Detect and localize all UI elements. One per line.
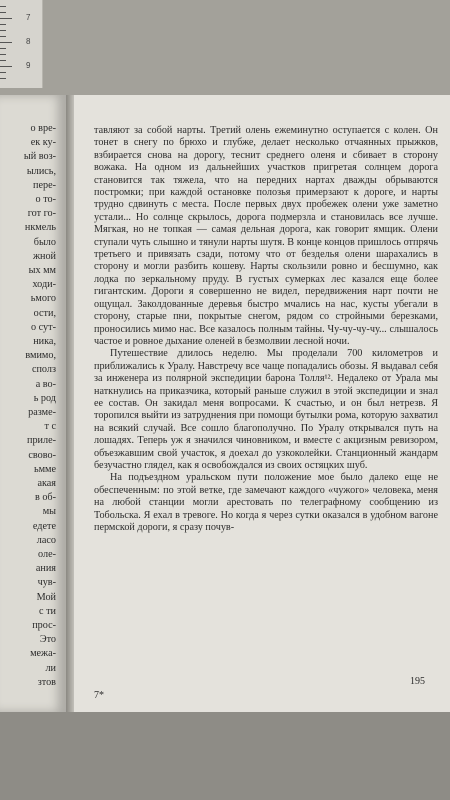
left-page-fragment: ли [45, 662, 56, 674]
left-page-fragment: акая [37, 478, 56, 489]
signature-mark: 7* [94, 690, 104, 701]
left-page-fragment: о то- [35, 194, 56, 205]
left-page-fragment: прос- [32, 620, 56, 631]
left-page-fragment: пере- [33, 179, 56, 191]
left-page-fragment: ходи- [32, 279, 56, 291]
left-page-fragment: зтов [37, 676, 56, 688]
left-page-fragment: приле- [27, 435, 56, 447]
left-page-fragment: жной [32, 250, 56, 262]
left-page-fragment: ания [35, 563, 56, 575]
page-number: 195 [410, 676, 425, 687]
paragraph: Путешествие длилось неделю. Мы проделали 700 километров и приближались к Уралу. Навстречу все чаще попадались обозы. Я выдавал себя за инженера из полярной экспедиции барона Толля¹². Недалеко от Урала мы наткнулись на приказчика, который раньше служил в этой экспедиции и знал ее состав. Он закидал меня вопросами. К счастью, и он был нетрезв. Я торопился выйти из затруднения при помощи бутылки рома, которую захватил на всякий случай. Все сошло благополучно. По Уралу открывался путь на лошадях. Теперь уж я значился чиновником, и вместе с акцизным ревизором, объезжавшим свой участок, я доехал до узкоколейки. Станционный жандарм безучастно глядел, как я освобождался из своих остяцких шуб. [94, 348, 438, 471]
left-page-fragment: едете [32, 520, 56, 532]
left-page-fragment: ьмого [30, 293, 56, 305]
left-page-fragment: ника, [33, 336, 56, 347]
left-page-fragment: оле- [38, 549, 56, 560]
left-page-fragment: Это [39, 634, 56, 646]
ruler-number: 7 [26, 13, 31, 22]
left-page-fragment: межа- [30, 648, 56, 660]
ruler-number: 8 [26, 37, 31, 46]
left-page-fragment: ь род [33, 392, 56, 404]
page-body [94, 125, 438, 534]
left-page-fragment: вмимо, [25, 350, 56, 362]
background-bottom [0, 712, 450, 800]
left-page-fragment: т с [44, 421, 56, 433]
ruler [0, 0, 43, 88]
left-page-fragment: разме- [28, 407, 56, 418]
left-page-edge [0, 95, 66, 712]
left-page-fragment: а во- [35, 378, 56, 390]
ruler-number: 9 [26, 61, 31, 70]
left-page-fragment: ости, [33, 307, 56, 319]
background-top [0, 0, 450, 95]
left-page-fragment: ек ку- [30, 137, 56, 149]
left-page-fragment: чув- [37, 577, 56, 589]
paragraph: На подъездном уральском пути положение мое было далеко еще не обеспеченным: по этой ветке, где замечают каждого «чужого» человека, меня на любой станции могли арестовать по телеграфному сообщению из Тобольска. Я ехал в тревоге. Но когда я через сутки оказался в удобном вагоне пермской дороги, я сразу почув- [94, 472, 438, 533]
left-page-fragment: ьмме [33, 463, 56, 475]
left-page-fragment: сполз [31, 364, 56, 376]
left-page-fragment: о вре- [30, 123, 56, 134]
book-gutter [66, 95, 74, 712]
left-page-fragment: нкмель [24, 222, 56, 234]
left-page-fragment: мы [42, 506, 56, 518]
left-page-fragment: Мой [36, 591, 56, 603]
left-page-fragment: о сут- [31, 321, 56, 333]
left-page-fragment: в об- [34, 492, 56, 504]
left-page-fragment: ый воз- [23, 151, 56, 163]
paragraph: тавляют за собой нарты. Третий олень ежеминутно оступается с колен. Он тонет в снегу по брюхо и глубже, делает несколько отчаянных прыжков, взбирается снова на дорогу, теснит среднего оленя и сбивает в сторону вожака. На одном из дальнейших участков пригретая солнцем дорога становится так тяжела, что на передних нартах дважды обрываются постромки; при каждой остановке полозья примерзают к дороге, и нарты трудно сдвинуть с места. После первых двух пробежек олени уже заметно устали... Но солнце скрылось, дорога подмерзла и становилась все лучше. Мягкая, но не топкая — самая дельная дорога, как говорит ямщик. Олени ступали чуть слышно и тянули нарты шутя. В конце концов пришлось отпрячь третьего и привязать сзади, потому что от безделья олени шарахались в сторону и могли разбить кошеву. Нарты скользили ровно и бесшумно, как лодка по зеркальному пруду. В густых сумерках лес казался еще более гигантским. Дороги я совершенно не видел, передвижения нарт почти не ощущал. Заколдованные деревья быстро мчались на нас, кусты убегали в сторону, старые пни, покрытые снегом, рядом со стройными березками, проносились мимо нас. Все казалось полным тайны. Чу-чу-чу-чу... слышалось частое и ровное дыхание оленей в безмолвии лесной ночи. [94, 125, 438, 347]
left-page-fragment: с ти [39, 605, 56, 617]
left-page-fragment: ых мм [28, 265, 56, 276]
left-page-fragment: было [33, 236, 56, 248]
left-page-fragment: ласо [36, 534, 56, 546]
left-page-fragment: гот го- [27, 208, 56, 220]
left-page-fragment: ылись, [26, 165, 56, 177]
left-page-fragment: свово- [28, 449, 56, 461]
